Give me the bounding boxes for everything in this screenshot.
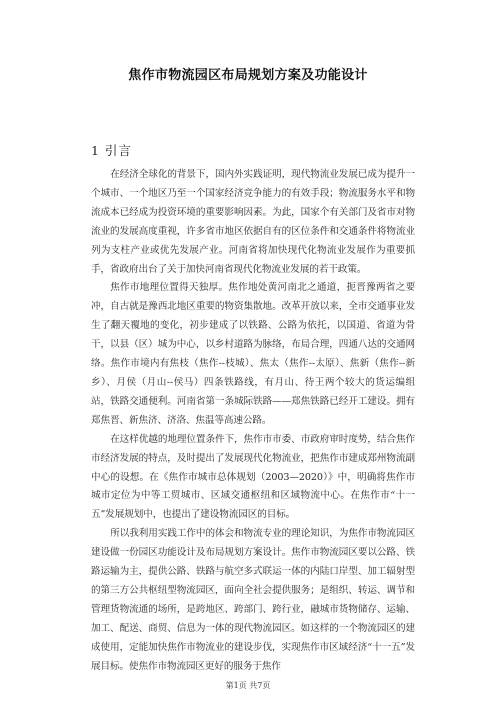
document-title: 焦作市物流园区布局规划方案及功能设计 (128, 68, 368, 83)
paragraph: 焦作市地理位置得天独厚。焦作地处黄河南北之通道，扼晋豫两省之要冲，自古就是豫西北地区重要的物资集散地。改革开放以来，全市交通事业发生了翻天覆地的变化，初步建成了以铁路、公路为依托，以国道、省道为骨干，以县（区）城为中心，以乡村道路为脉络，布局合理，四通八达的交通网络。焦作市境内有焦枝（焦作--枝城）、焦太（焦作--太原）、焦新（焦作--新乡）、月侯（月山--侯马）四条铁路线，有月山、待王两个较大的货运编组站，铁路交通便利。河南省第一条城际铁路——郑焦铁路已经开工建设。拥有郑焦晋、新焦济、济洛、焦温等高速公路。 (91, 282, 415, 426)
body-text (91, 166, 415, 676)
page-number: 第1页 共7页 (225, 681, 271, 690)
paragraph: 所以我利用实践工作中的体会和物流专业的理论知识，为焦作市物流园区建设做一份园区功能设计及布局规划方案设计。焦作市物流园区要以公路、铁路运输为主，提供公路、铁路与航空多式联运一体的内陆口岸型、加工辐射型的第三方公共枢纽型物流园区，面向全社会提供服务；是组织、转运、调节和管理货物流通的场所，是跨地区、跨部门、跨行业，融城市货物储存、运输、加工、配送、商贸、信息为一体的现代物流园区。如这样的一个物流园区的建成使用，定能加快焦作市物流业的建设步伐，实现焦作市区域经济“十一五”发展目标。使焦作市物流园区更好的服务于焦作 (91, 528, 415, 672)
paragraph: 在这样优越的地理位置条件下，焦作市市委、市政府审时度势，结合焦作市经济发展的特点，及时提出了发展现代化物流业，把焦作市建成郑州物流副中心的设想。在《焦作市城市总体规划（2003—2020）》中，明确将焦作市城市定位为中等工贸城市、区域交通枢纽和区域物流中心。在焦作市“十一五”发展规划中，也提出了建设物流园区的目标。 (91, 433, 415, 521)
paragraph: 在经济全球化的背景下，国内外实践证明，现代物流业发展已成为提升一个城市、一个地区乃至一个国家经济竞争能力的有效手段；物流服务水平和物流成本已经成为投资环境的重要影响因素。为此，国家个有关部门及省市对物流业的发展高度重视，许多省市地区依据自有的区位条件和交通条件将物流业列为支柱产业或优先发展产业。河南省将加快现代化物流业发展作为重要抓手，省政府出台了关于加快河南省现代化物流业发展的若干政策。 (91, 169, 415, 275)
section-heading: 1 引言 (91, 143, 132, 158)
